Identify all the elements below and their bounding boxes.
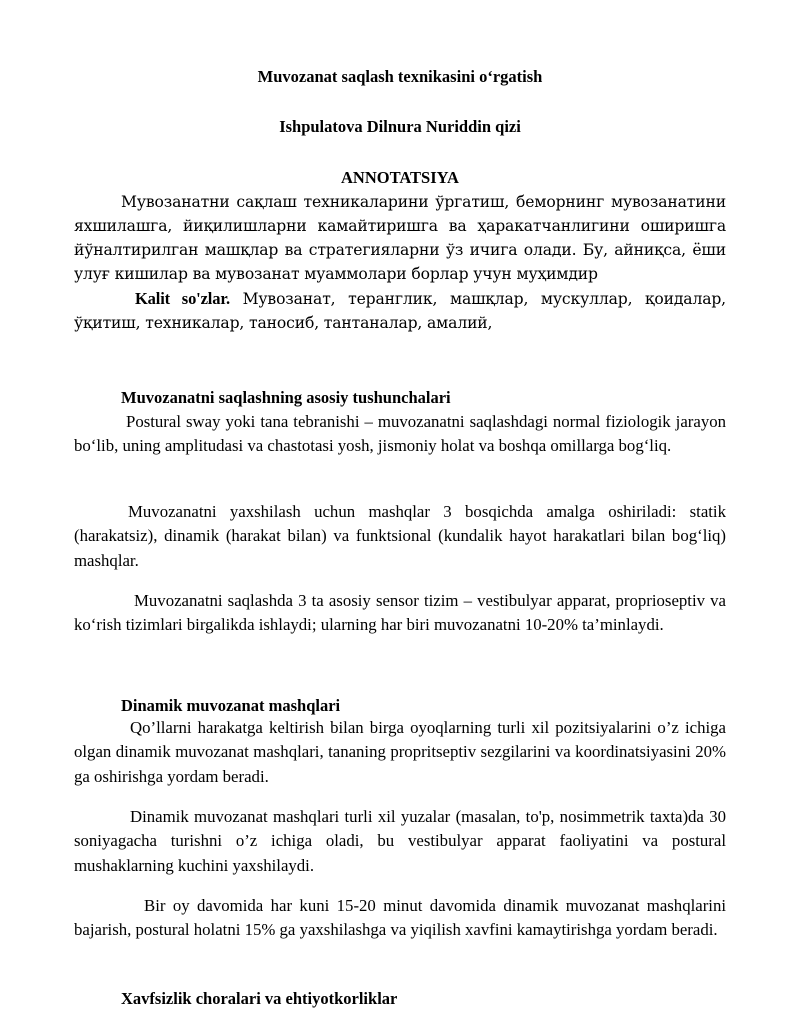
annotation-heading: ANNOTATSIYA (341, 168, 459, 187)
keywords-label: Kalit so'zlar. (135, 289, 230, 308)
paragraph-text: Qo’llarni harakatga keltirish bilan birga oyoqlarning turli xil pozitsiyalarini o’z ichiga olgan dinamik muvozanat mashqlari, tananing propritseptiv sezgilarini va koordinatsiyasini 20% ga oshirishga yordam beradi. (74, 718, 726, 786)
section-paragraph (74, 894, 726, 943)
keywords-paragraph (74, 287, 726, 335)
paragraph-text: Postural sway yoki tana tebranishi – muvozanatni saqlashdagi normal fiziologik jarayon bo‘lib, uning amplitudasi va chastotasi yosh, jismoniy holat va boshqa omillarga bog‘liq. (74, 412, 726, 456)
paragraph-text: Bir oy davomida har kuni 15-20 minut davomida dinamik muvozanat mashqlarini bajarish, postural holatni 15% ga yaxshilashga va yiqilish xavfini kamaytirishga yordam beradi. (74, 896, 726, 940)
author-name: Ishpulatova Dilnura Nuriddin qizi (279, 117, 521, 136)
section-heading-dynamic: Dinamik muvozanat mashqlari (121, 696, 341, 715)
annotation-paragraph (74, 190, 726, 286)
section-paragraph (74, 589, 726, 638)
section-heading-safety: Xavfsizlik choralari va ehtiyotkorliklar (121, 989, 398, 1008)
paragraph-text: Dinamik muvozanat mashqlari turli xil yuzalar (masalan, to'p, nosimmetrik taxta)da 30 soniyagacha turishni o’z ichiga oladi, bu vestibulyar apparat faoliyatini va postural mushaklarning kuchini yaxshilaydi. (74, 807, 726, 875)
paragraph-text: Muvozanatni yaxshilash uchun mashqlar 3 bosqichda amalga oshiriladi: statik (harakatsiz), dinamik (harakat bilan) va funktsional (kundalik hayot harakatlari bilan bog‘liq) mashqlar. (74, 502, 726, 570)
paragraph-text: Muvozanatni saqlashda 3 ta asosiy sensor tizim – vestibulyar apparat, proprioseptiv va ko‘rish tizimlari birgalikda ishlaydi; ularning har biri muvozanatni 10-20% ta’minlaydi. (74, 591, 726, 635)
section-paragraph (74, 716, 726, 789)
section-paragraph (74, 805, 726, 878)
annotation-text: Мувозанатни сақлаш техникаларини ўргатиш, беморнинг мувозанатини яхшилашга, йиқилишларни камайтиришга ва ҳаракатчанлигини оширишга йўналтирилган машқлар ва стратегияларни ўз ичига олади. Бу, айниқса, ёши улуғ кишилар ва мувозанат муаммолари борлар учун муҳимдир (74, 193, 726, 283)
section-paragraph (74, 500, 726, 573)
section-paragraph (74, 410, 726, 459)
keywords-text: Мувозанат, теранглик, машқлар, мускуллар, қоидалар, ўқитиш, техникалар, таносиб, тантаналар, амалий, (74, 290, 726, 332)
section-heading-basics: Muvozanatni saqlashning asosiy tushunchalari (121, 388, 451, 407)
paper-title: Muvozanat saqlash texnikasini o‘rgatish (257, 67, 543, 86)
